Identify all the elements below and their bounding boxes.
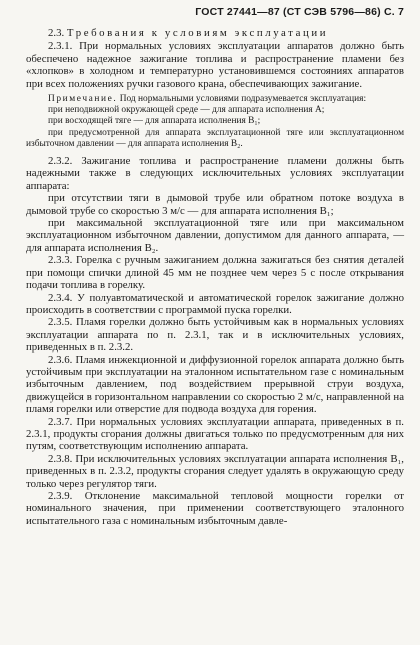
paragraph-2-3-1: 2.3.1. При нормальных условиях эксплуатации аппаратов должно быть обеспечено надежное зажигание топлива и распространение пламени без «хлопков» в холодном и температурно установившемся состояниях аппаратов при всех положениях ручки газового крана, обеспечивающих зажигание. — [26, 40, 404, 90]
section-number: 2.3. — [48, 27, 65, 39]
paragraph-2-3-9: 2.3.9. Отклонение максимальной тепловой мощности горелки от номинального значения, при применении соответствующего эталонного испытательного газа с номинальным избыточным давле- — [26, 490, 404, 527]
document-body — [26, 27, 404, 527]
note-item: при восходящей тяге — для аппарата исполнения В₁; — [48, 116, 261, 127]
note-text: Под нормальными условиями подразумевается эксплуатация: — [119, 94, 367, 105]
paragraph-2-3-7: 2.3.7. При нормальных условиях эксплуатации аппарата, приведенных в п. 2.3.1, продукты сгорания должны двигаться только по предусмотренным для них путям, соответствующим исполнению аппарата. — [26, 415, 404, 453]
page-header: ГОСТ 27441—87 (СТ СЭВ 5796—86) С. 7 — [195, 6, 404, 18]
section-title: Требования к условиям эксплуатации — [66, 27, 329, 39]
paragraph-2-3-4: 2.3.4. У полуавтоматической и автоматической горелок зажигание должно происходить в соответствии с программой пуска горелки. — [26, 291, 404, 316]
paragraph-2-3-2-item-b: при максимальной эксплуатационной тяге или при максимальном эксплуатационном избыточном давлении, допустимом для данного аппарата, — для аппарата исполнения В₂. — [26, 217, 404, 254]
section-heading — [26, 27, 404, 39]
paragraph-2-3-8: 2.3.8. При исключительных условиях эксплуатации аппарата исполнения В₁, приведенных в п. 2.3.2, продукты сгорания следует удалять в окружающую среду только через регулятор тяги. — [26, 452, 404, 490]
note-item: при предусмотренной для аппарата эксплуатационной тяге или эксплуатационном избыточном давлении — для аппарата исполнения В₂. — [26, 127, 404, 149]
note-block — [26, 94, 404, 150]
note-intro — [26, 94, 404, 105]
note-heading: Примечание. — [48, 94, 118, 105]
paragraph-2-3-2: 2.3.2. Зажигание топлива и распространение пламени должны быть надежными также в следующих исключительных условиях эксплуатации аппарата: — [26, 155, 404, 192]
paragraph-2-3-3: 2.3.3. Горелка с ручным зажиганием должна зажигаться без снятия деталей при помощи спички длиной 45 мм не позднее чем через 5 с после открывания подачи топлива в горелку. — [26, 254, 404, 292]
paragraph-2-3-6: 2.3.6. Пламя инжекционной и диффузионной горелок аппарата должно быть устойчивым при эксплуатации на эталонном испытательном газе с номинальным избыточным давлением, под воздействием прерывной струи воздуха, движущейся в горизонтальном направлении со скоростью 2 м/с, направленной на пламя горелки или отверстие для подвода воздуха для горения. — [26, 353, 404, 416]
paragraph-2-3-2-item-a: при отсутствии тяги в дымовой трубе или обратном потоке воздуха в дымовой трубе со скоростью 3 м/с — для аппарата исполнения В₁; — [26, 192, 404, 217]
note-item: при неподвижной окружающей среде — для аппарата исполнения А; — [48, 105, 325, 116]
paragraph-2-3-5: 2.3.5. Пламя горелки должно быть устойчивым как в нормальных условиях эксплуатации аппарата по п. 2.3.1, так и в исключительных условиях, приведенных в п. 2.3.2. — [26, 316, 404, 354]
